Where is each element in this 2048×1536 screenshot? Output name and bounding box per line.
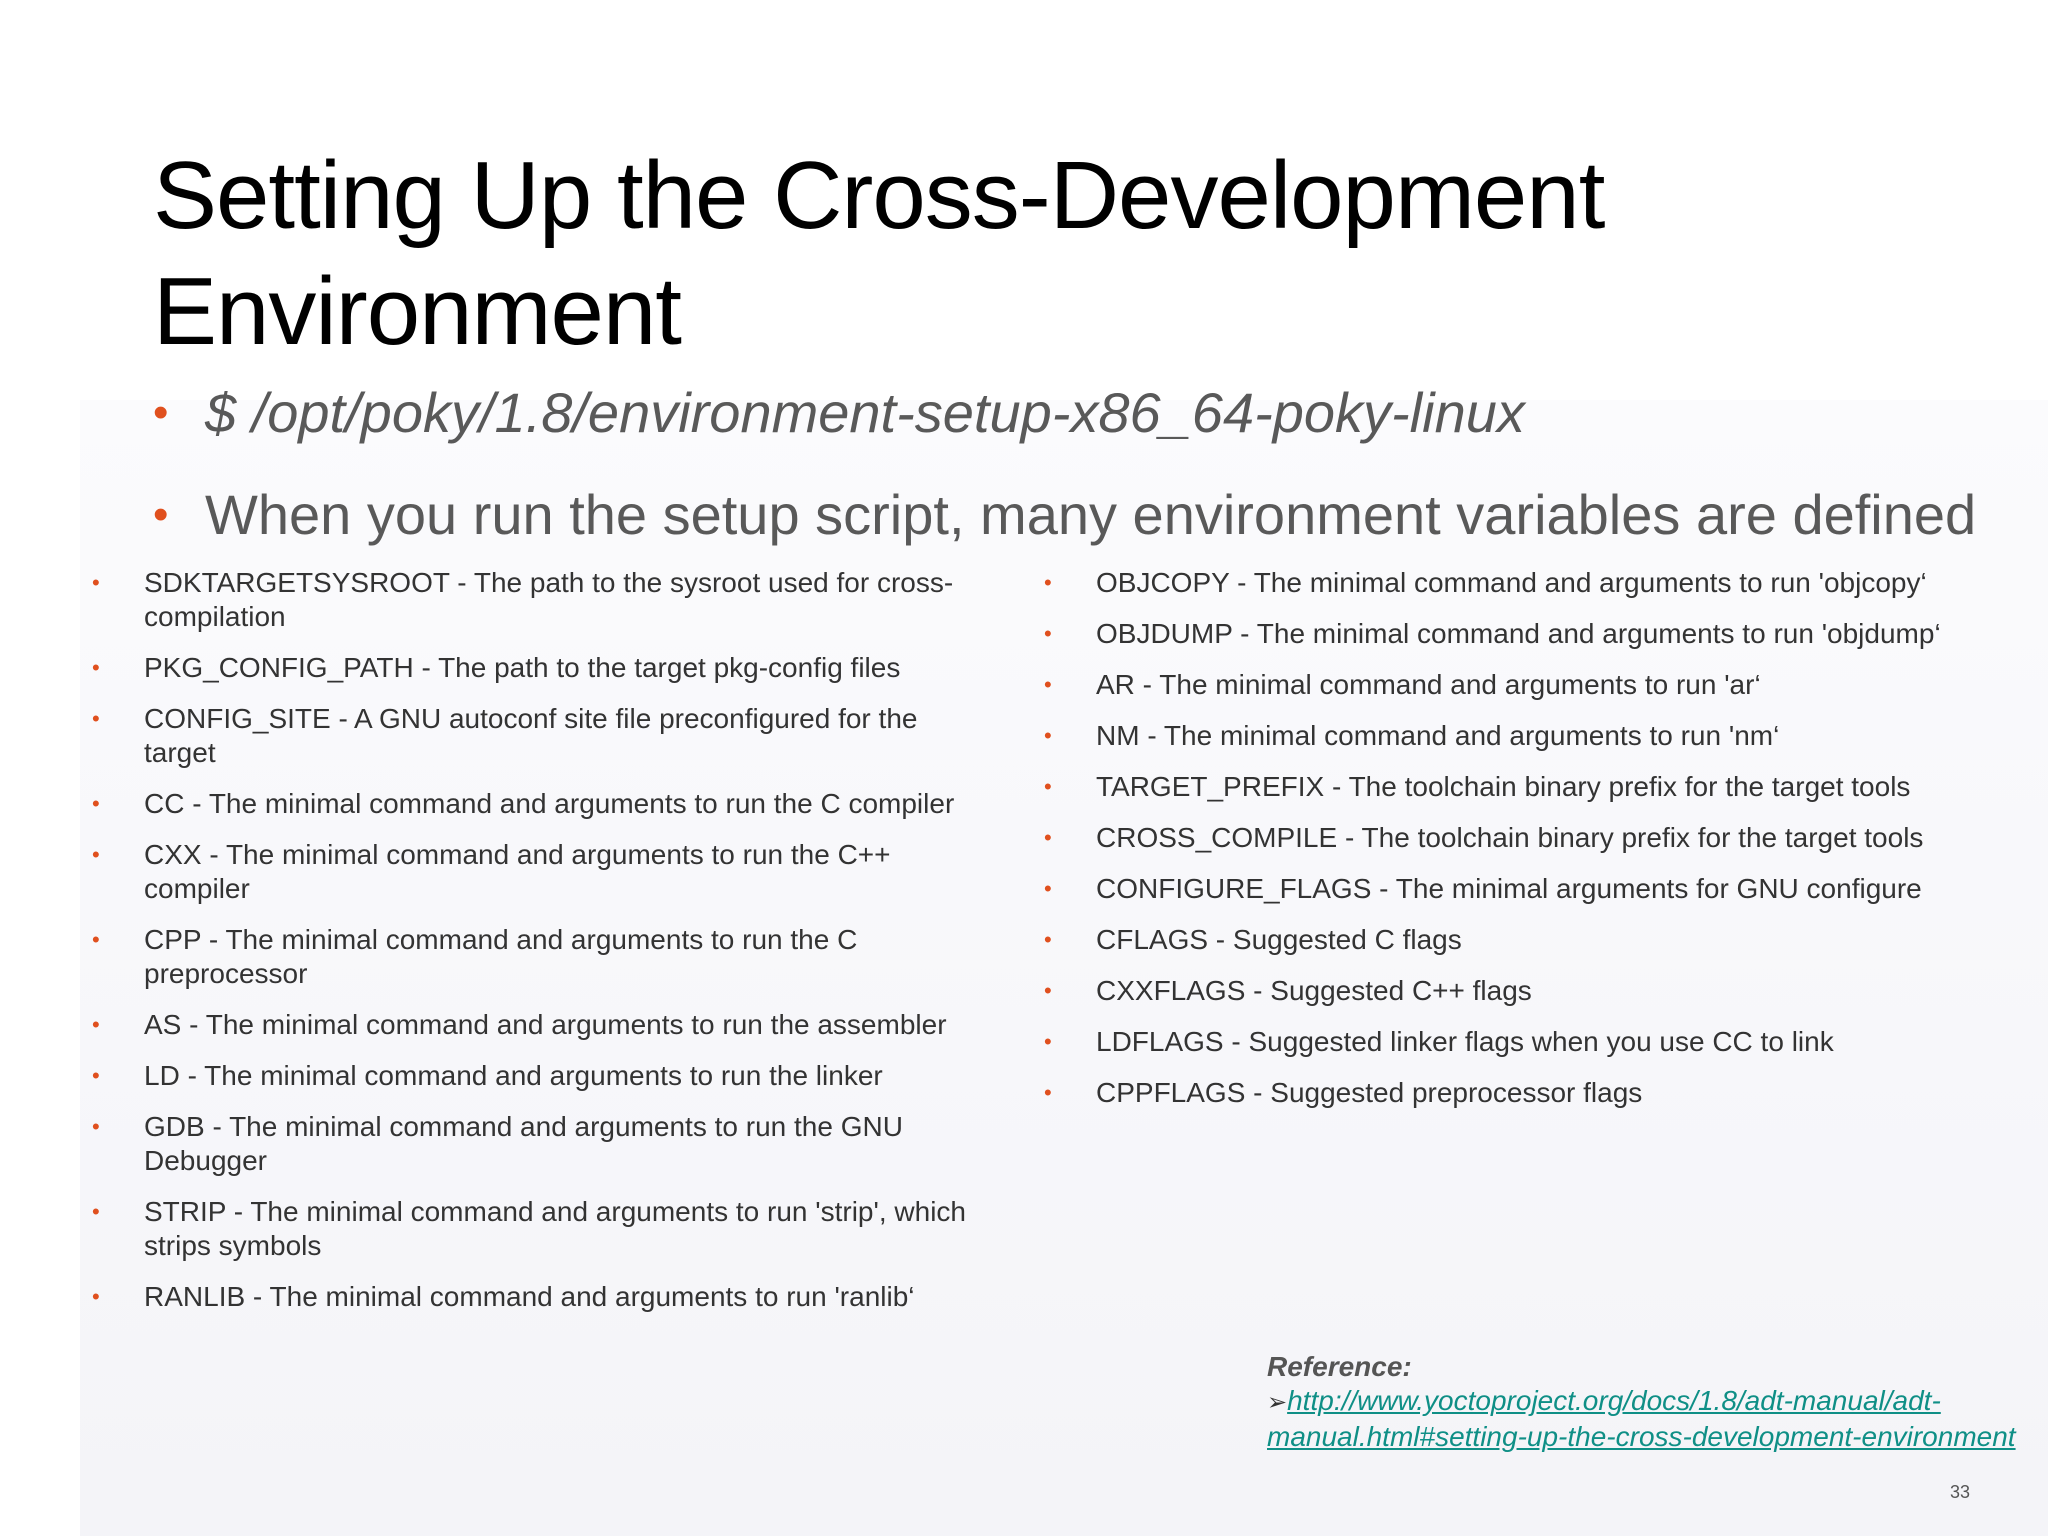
variable-description: - The minimal command and arguments to run 'strip', which strips symbols [144, 1196, 966, 1261]
bullet-dot-icon: • [1044, 876, 1052, 901]
bullet-dot-icon: • [153, 490, 169, 539]
variable-description: - The minimal command and arguments to run the GNU Debugger [144, 1111, 903, 1176]
list-item [92, 702, 992, 770]
list-item [92, 1008, 992, 1042]
variable-description: - The minimal command and arguments to run the C preprocessor [144, 924, 858, 989]
variable-name: OBJDUMP [1096, 618, 1233, 649]
list-item [1044, 668, 2044, 702]
variable-description: - A GNU autoconf site file preconfigured for the target [144, 703, 918, 768]
list-item [92, 923, 992, 991]
list-item [92, 1195, 992, 1263]
slide-title: Setting Up the Cross-Development Environment [153, 142, 1605, 365]
list-item [92, 1110, 992, 1178]
bullet-dot-icon: • [1044, 621, 1052, 646]
reference-label: Reference: [1267, 1351, 1412, 1382]
variable-description: - Suggested linker flags when you use CC to link [1223, 1026, 1834, 1057]
variable-name: STRIP [144, 1196, 226, 1227]
list-item [92, 838, 992, 906]
list-item [92, 566, 992, 634]
variable-name: SDKTARGETSYSROOT [144, 567, 450, 598]
bullet-dot-icon: • [1044, 825, 1052, 850]
variable-description: - Suggested preprocessor flags [1245, 1077, 1643, 1108]
variable-description: - Suggested C flags [1208, 924, 1462, 955]
variable-name: LDFLAGS [1096, 1026, 1224, 1057]
variable-description: - The minimal command and arguments to run 'nm‘ [1139, 720, 1780, 751]
variable-description: - The path to the target pkg-config files [413, 652, 901, 683]
list-item [92, 1280, 992, 1314]
variable-name: AR [1096, 669, 1135, 700]
list-item [92, 651, 992, 685]
list-item [92, 1059, 992, 1093]
bullet-dot-icon: • [1044, 1029, 1052, 1054]
list-item [1044, 872, 2044, 906]
reference-block [1267, 1350, 2047, 1454]
variable-description: - The minimal command and arguments to run 'ar‘ [1134, 669, 1761, 700]
variable-name: GDB [144, 1111, 205, 1142]
variable-name: AS [144, 1009, 182, 1040]
variable-name: TARGET_PREFIX [1096, 771, 1325, 802]
variable-name: NM [1096, 720, 1140, 751]
variable-description: - The path to the sysroot used for cross-compilation [144, 567, 954, 632]
arrow-bullet-icon: ➢ [1267, 1389, 1288, 1416]
left-variable-list [92, 566, 992, 1331]
bullet-dot-icon: • [92, 570, 100, 595]
bullet-dot-icon: • [1044, 978, 1052, 1003]
variable-description: - The toolchain binary prefix for the target tools [1324, 771, 1911, 802]
variable-name: CFLAGS [1096, 924, 1209, 955]
variable-name: CONFIG_SITE [144, 703, 331, 734]
variable-name: CONFIGURE_FLAGS [1096, 873, 1372, 904]
variable-name: CXX [144, 839, 202, 870]
list-item [1044, 1025, 2044, 1059]
intro-bullet-list [153, 380, 2033, 548]
bullet-dot-icon: • [1044, 723, 1052, 748]
list-item [1044, 719, 2044, 753]
variable-name: OBJCOPY [1096, 567, 1230, 598]
variable-name: CC [144, 788, 185, 819]
list-item [1044, 821, 2044, 855]
variable-description: - The minimal command and arguments to run the C++ compiler [144, 839, 891, 904]
setup-command-text: $ /opt/poky/1.8/environment-setup-x86_64-poky-linux [205, 381, 1525, 444]
variable-description: - The minimal arguments for GNU configure [1371, 873, 1922, 904]
bullet-dot-icon: • [92, 655, 100, 680]
setup-command-bullet [153, 380, 2033, 446]
variable-name: RANLIB [144, 1281, 246, 1312]
intro-text-bullet [153, 482, 2033, 548]
variable-description: - The minimal command and arguments to run the C compiler [184, 788, 955, 819]
bullet-dot-icon: • [92, 1284, 100, 1309]
bullet-dot-icon: • [92, 706, 100, 731]
right-variable-list [1044, 566, 2044, 1127]
bullet-dot-icon: • [1044, 927, 1052, 952]
intro-text: When you run the setup script, many environment variables are defined [205, 483, 1977, 546]
variable-description: - The minimal command and arguments to run the linker [179, 1060, 883, 1091]
variable-name: CPPFLAGS [1096, 1077, 1246, 1108]
list-item [1044, 617, 2044, 651]
variable-name: LD [144, 1060, 180, 1091]
bullet-dot-icon: • [92, 1012, 100, 1037]
bullet-dot-icon: • [1044, 570, 1052, 595]
list-item [1044, 1076, 2044, 1110]
bullet-dot-icon: • [153, 388, 169, 437]
variable-description: - The toolchain binary prefix for the target tools [1337, 822, 1924, 853]
bullet-dot-icon: • [92, 1199, 100, 1224]
variable-name: PKG_CONFIG_PATH [144, 652, 414, 683]
bullet-dot-icon: • [92, 791, 100, 816]
variable-description: - The minimal command and arguments to run 'objdump‘ [1232, 618, 1941, 649]
list-item [1044, 770, 2044, 804]
bullet-dot-icon: • [92, 1114, 100, 1139]
variable-name: CXXFLAGS [1096, 975, 1246, 1006]
variable-description: - The minimal command and arguments to run the assembler [181, 1009, 947, 1040]
page-number: 33 [1950, 1482, 1971, 1502]
variable-description: - The minimal command and arguments to run 'ranlib‘ [245, 1281, 915, 1312]
list-item [1044, 566, 2044, 600]
bullet-dot-icon: • [92, 842, 100, 867]
bullet-dot-icon: • [1044, 1080, 1052, 1105]
bullet-dot-icon: • [1044, 672, 1052, 697]
list-item [1044, 923, 2044, 957]
variable-name: CPP [144, 924, 202, 955]
variable-description: - Suggested C++ flags [1245, 975, 1532, 1006]
bullet-dot-icon: • [92, 927, 100, 952]
list-item [92, 787, 992, 821]
bullet-dot-icon: • [1044, 774, 1052, 799]
bullet-dot-icon: • [92, 1063, 100, 1088]
list-item [1044, 974, 2044, 1008]
variable-name: CROSS_COMPILE [1096, 822, 1338, 853]
variable-description: - The minimal command and arguments to run 'objcopy‘ [1229, 567, 1927, 598]
reference-link[interactable]: http://www.yoctoproject.org/docs/1.8/adt-manual/adt-manual.html#setting-up-the-cross-development-environment [1267, 1385, 2016, 1452]
